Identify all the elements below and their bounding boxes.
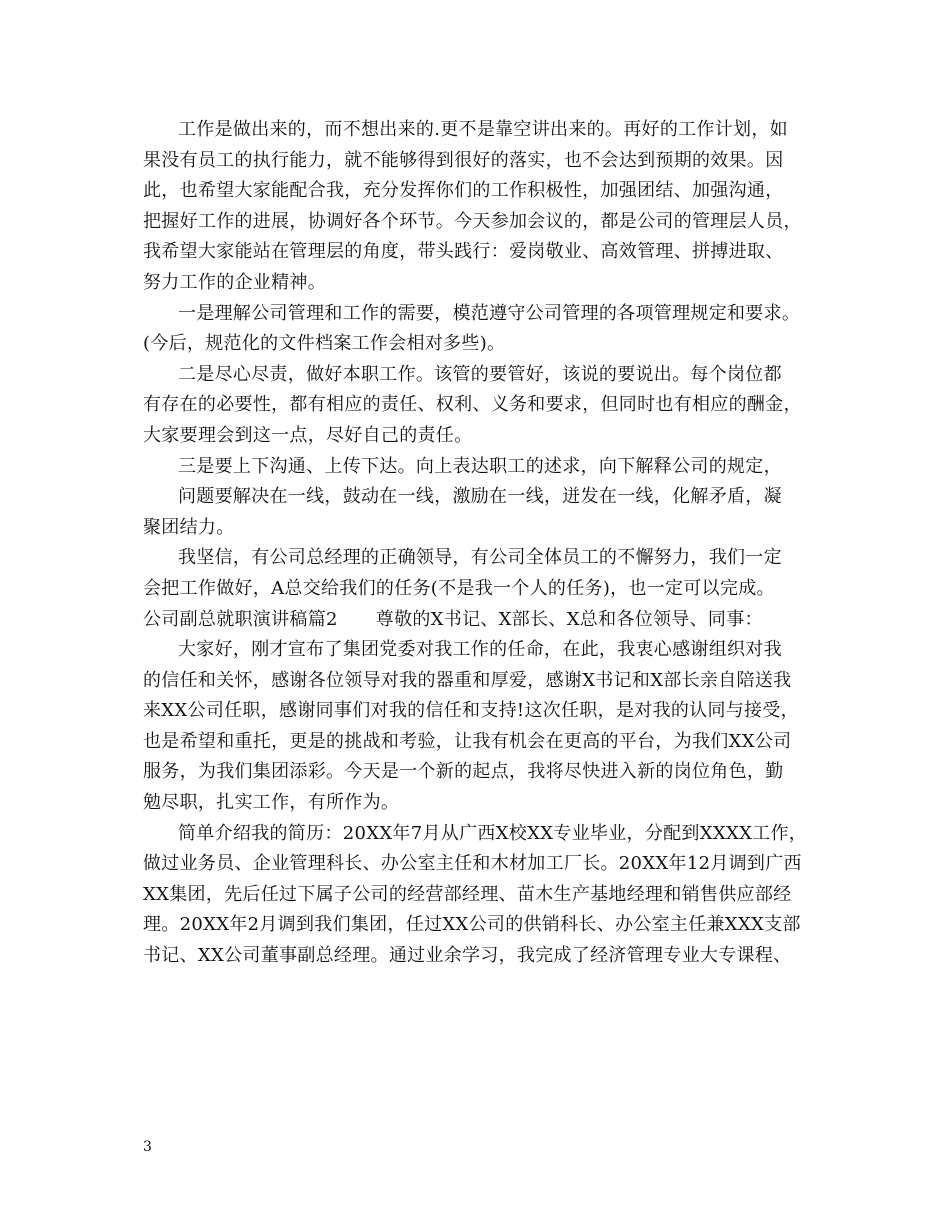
paragraph-line: 会把工作做好，A总交给我们的任务(不是我一个人的任务)，也一定可以完成。 (143, 577, 775, 599)
paragraph-line: 我坚信，有公司总经理的正确领导，有公司全体员工的不懈努力，我们一定 (178, 547, 782, 569)
paragraph-line: 此，也希望大家能配合我，充分发挥你们的工作积极性，加强团结、加强沟通， (143, 180, 784, 202)
section-heading (143, 605, 823, 636)
paragraph-line: 努力工作的企业精神。 (143, 271, 326, 293)
paragraph-line: 二是尽心尽责，做好本职工作。该管的要管好，该说的要说出。每个岗位都 (178, 363, 782, 385)
paragraph-line: 书记、XX公司董事副总经理。通过业余学习，我完成了经济管理专业大专课程、 (143, 945, 792, 967)
paragraph-line: 工作是做出来的，而不想出来的.更不是靠空讲出来的。再好的工作计划，如 (178, 119, 788, 140)
heading-title: 公司副总就职演讲稿篇2 (143, 608, 338, 630)
heading-salutation: 尊敬的X书记、X部长、X总和各位领导、同事： (375, 608, 763, 630)
paragraph-line: 三是要上下沟通、上传下达。向上表达职工的述求，向下解释公司的规定， (178, 455, 782, 477)
paragraph-line: 简单介绍我的简历：20XX年7月从广西X校XX专业毕业，分配到XXXX工作， (178, 822, 808, 844)
paragraph-line: 来XX公司任职，感谢同事们对我的信任和支持!这次任职，是对我的认同与接受， (143, 700, 799, 722)
paragraph-line: 的信任和关怀，感谢各位领导对我的器重和厚爱，感谢X书记和X部长亲自陪送我 (143, 669, 792, 691)
paragraph-line: 也是希望和重托，更是的挑战和考验，让我有机会在更高的平台，为我们XX公司 (143, 730, 792, 752)
paragraph-line: 问题要解决在一线，鼓动在一线，激励在一线，迸发在一线，化解矛盾，凝 (178, 486, 782, 508)
paragraph-line: 勉尽职，扎实工作，有所作为。 (143, 792, 400, 814)
paragraph-line: 一是理解公司管理和工作的需要，模范遵守公司管理的各项管理规定和要求。 (178, 302, 801, 324)
document-body (143, 115, 823, 972)
paragraph-line: 把握好工作的进展，协调好各个环节。今天参加会议的，都是公司的管理层人员， (143, 210, 802, 232)
paragraph-line: XX集团，先后任过下属子公司的经营部经理、苗木生产基地经理和销售供应部经 (143, 883, 792, 905)
paragraph-line: 大家要理会到这一点，尽好自己的责任。 (143, 424, 473, 446)
paragraph-line: (今后，规范化的文件档案工作会相对多些)。 (143, 333, 506, 355)
paragraph-line: 大家好，刚才宣布了集团党委对我工作的任命，在此，我衷心感谢组织对我 (178, 639, 782, 661)
paragraph-line: 做过业务员、企业管理科长、办公室主任和木材加工厂长。20XX年12月调到广西 (143, 853, 802, 875)
paragraph-line: 果没有员工的执行能力，就不能够得到很好的落实，也不会达到预期的效果。因 (143, 149, 784, 171)
paragraph-line: 聚团结力。 (143, 516, 235, 538)
page-number: 3 (143, 1139, 152, 1155)
paragraph-line: 理。20XX年2月调到我们集团，任过XX公司的供销科长、办公室主任兼XXX支部 (143, 914, 801, 936)
paragraph-line: 服务，为我们集团添彩。今天是一个新的起点，我将尽快进入新的岗位角色，勤 (143, 761, 784, 783)
paragraph-line: 我希望大家能站在管理层的角度，带头践行：爱岗敬业、高效管理、拼搏进取、 (143, 241, 784, 263)
paragraph-line: 有存在的必要性，都有相应的责任、权利、义务和要求，但同时也有相应的酬金， (143, 394, 802, 416)
